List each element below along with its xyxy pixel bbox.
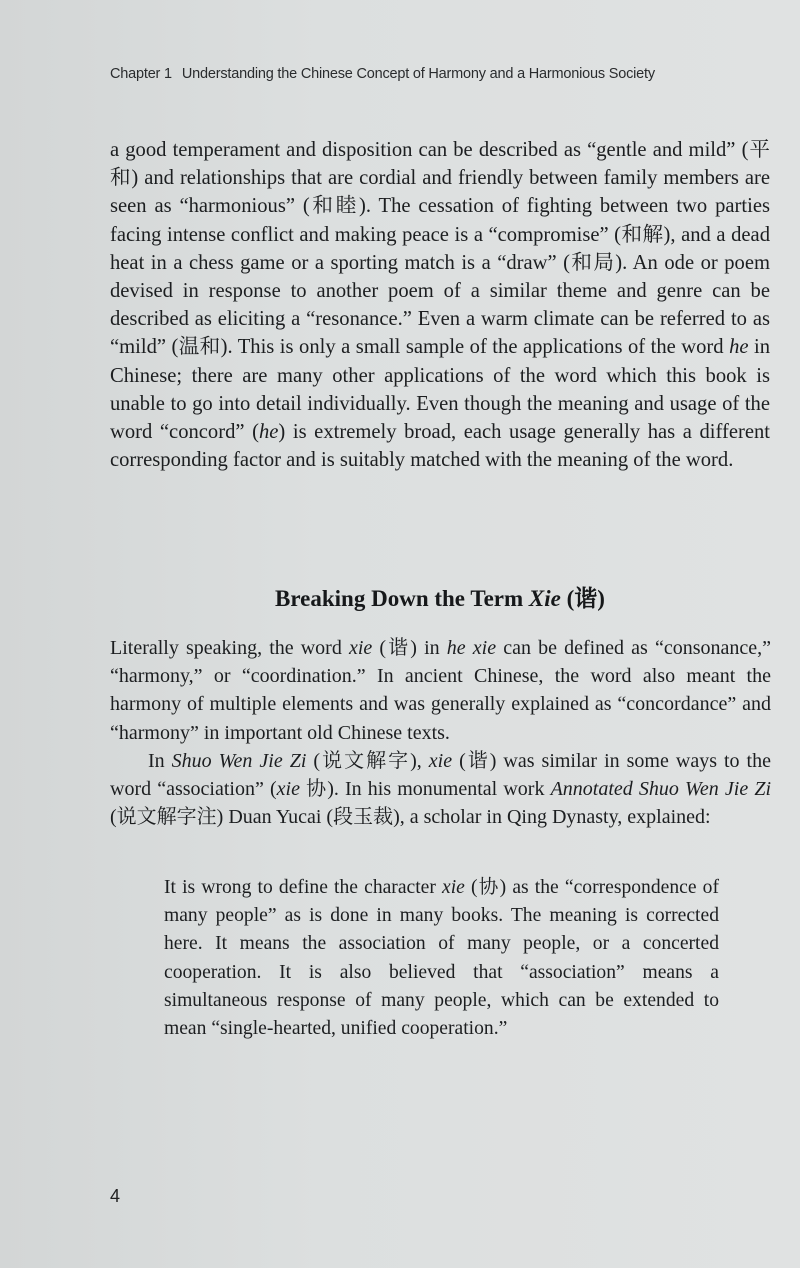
block-quote bbox=[164, 874, 719, 1043]
italic-term: xie bbox=[442, 877, 465, 898]
section-paragraph-2 bbox=[110, 747, 771, 832]
text-run: (谐) was similar in some ways to the word “association” ( bbox=[110, 749, 771, 801]
text-run: in Chinese; there are many other applications of the word which this book is unable to go into detail individually. Even though the meaning and usage of the word “concord” ( bbox=[110, 336, 771, 444]
text-run: It is wrong to define the character bbox=[164, 877, 443, 898]
italic-term: xie bbox=[276, 778, 300, 801]
chapter-title: Understanding the Chinese Concept of Harmony and a Harmonious Society bbox=[181, 66, 655, 82]
italic-book-title: Annotated Shuo Wen Jie Zi bbox=[550, 778, 771, 801]
italic-term: xie bbox=[428, 749, 453, 772]
italic-term: he bbox=[258, 421, 279, 444]
text-run: ) is extremely broad, each usage generally has a different corresponding factor and is suitably matched with the meaning of the word. bbox=[110, 421, 770, 472]
text-run: (协) as the “correspondence of many people” as is done in many books. The meaning is corrected here. It means the association of many people, or a concerted cooperation. It is also believed that “association” means a simultaneous response of many people, which can be extended to mean “single-hearted, unified cooperation.” bbox=[164, 877, 719, 1040]
heading-text: Breaking Down the Term bbox=[275, 586, 529, 611]
heading-italic-term: Xie bbox=[528, 586, 561, 611]
paragraph-text bbox=[110, 136, 770, 474]
heading-suffix: (谐) bbox=[560, 586, 605, 611]
text-run: (说文解字注) Duan Yucai (段玉裁), a scholar in Qing Dynasty, explained: bbox=[110, 806, 711, 829]
italic-term: he xie bbox=[446, 637, 497, 659]
quote-text bbox=[164, 874, 719, 1043]
section-paragraph-1 bbox=[110, 634, 771, 747]
text-run: Literally speaking, the word bbox=[110, 637, 349, 659]
text-run: (谐) in bbox=[372, 637, 447, 659]
body-paragraph-1 bbox=[110, 136, 770, 474]
text-run: (说文解字), bbox=[306, 749, 429, 772]
running-head bbox=[110, 66, 730, 82]
section-body bbox=[110, 634, 771, 831]
page-number: 4 bbox=[110, 1186, 121, 1206]
italic-book-title: Shuo Wen Jie Zi bbox=[171, 749, 307, 772]
text-run: a good temperament and disposition can be described as “gentle and mild” (平和) and relationships that are cordial and friendly between family members are seen as “harmonious” (和睦). The cessation of fighting between two parties facing intense conflict and making peace is a “compromise” (和解), and a dead heat in a chess game or a sporting match is a “draw” (和局). An ode or poem devised in response to another poem of a similar theme and genre can be described as eliciting a “resonance.” Even a warm climate can be referred to as “mild” (温和). This is only a small sample of the applications of the word bbox=[110, 139, 770, 359]
chapter-label: Chapter 1 bbox=[110, 66, 172, 82]
italic-term: he bbox=[729, 336, 749, 359]
text-run: In bbox=[148, 749, 172, 772]
italic-term: xie bbox=[348, 637, 373, 659]
text-run: 协). In his monumental work bbox=[299, 778, 551, 801]
section-heading bbox=[110, 580, 770, 613]
text-run: can be defined as “consonance,” “harmony,” or “coordination.” In ancient Chinese, the word also meant the harmony of multiple elements and was generally explained as “concordance” and “harmony” in important old Chinese texts. bbox=[110, 637, 771, 744]
